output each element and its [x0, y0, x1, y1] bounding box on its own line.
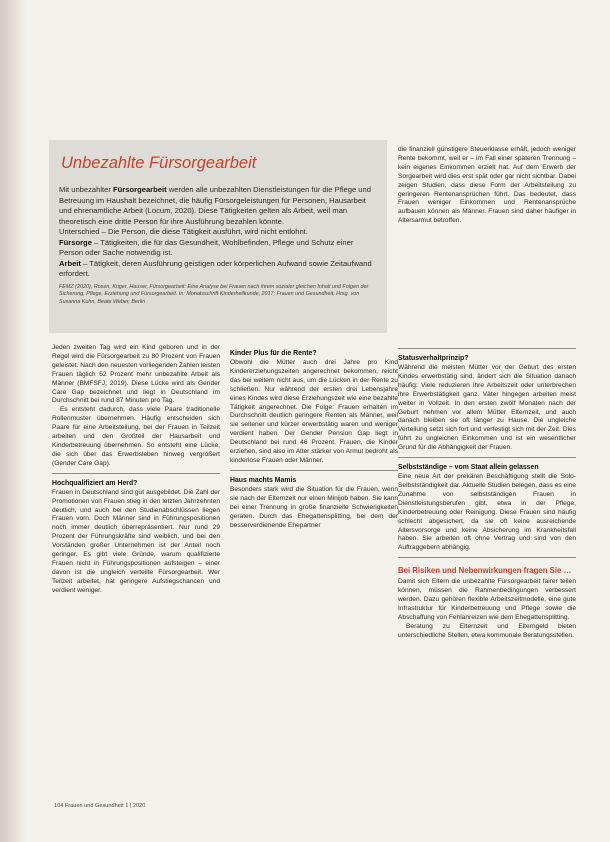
page-footer: 104 Frauen und Gesundheit 1 | 2020: [54, 803, 146, 809]
col3-paragraph-4: Beratung zu Elternzeit und Elterngeld bieten unterschiedliche Stellen, etwa kommunale Beratungsstellen.: [398, 622, 576, 639]
col2-paragraph-2: Besonders stark wird die Situation für die Frauen, wenn sie nach der Elternzeit nur einen Minijob haben. Sie kann bei einer Trennung in große finanzielle Schwierigkeiten geraten. Durch das Ehegattensplitting, bei dem der besserverdienende Ehepartner: [230, 485, 398, 529]
col3-heading-selbststaendige: Selbstständige – vom Staat allein gelassen: [398, 464, 539, 472]
box-intro-a: Mit unbezahlter: [59, 185, 114, 194]
right-column-top: [398, 146, 576, 226]
column-2: [230, 344, 398, 530]
col2-heading-mamis: Haus machts Mamis: [230, 476, 297, 484]
box-title: Unbezahlte Fürsorgearbeit: [61, 154, 257, 172]
col3-paragraph-1: Während die meisten Mütter vor der Geburt des ersten Kindes erwerbstätig sind, ändert sich die Situation danach häufig: Viele reduzieren ihre Arbeitszeit oder unterbrechen ihre Erwerbstätigkeit ganz. Väter hingegen arbeiten meist weiter in Vollzeit. In den ersten zwölf Monaten nach der Geburt nehmen vor allem Mütter Elternzeit, und auch danach bleiben sie oft länger zu Hause. Die ungleiche Verteilung setzt sich fort und verfestigt sich mit der Zeit. Dies führt zu ungleichen Einkommen und ist ein wesentlicher Grund für die Abhängigkeit der Frauen.: [398, 364, 576, 452]
col3-divider-2: [398, 457, 576, 458]
column-1: [52, 344, 220, 596]
col1-heading-hochqualifiziert: Hochqualifiziert am Herd?: [52, 479, 138, 487]
col3-divider-1: [398, 348, 576, 349]
col1-divider: [52, 473, 220, 474]
box-def-fuersorge-term: Fürsorge: [59, 237, 92, 247]
box-intro-b: werden alle unbezahlten Dienstleistungen für die Pflege und Betreuung im Haushalt bezeichnet, die häufig Fürsorgeleistungen für Personen, Hausarbeit und ehrenamtliche Arbeit (Locum, 2020). Diese Tätigkeiten gelten als Arbeit, weil man theoretisch eine dritte Person für ihre Ausführung bezahlen könnte.: [59, 185, 371, 226]
box-intro-c: Unterschied – Die Person, die diese Tätigkeit ausführt, wird nicht entlohnt.: [59, 227, 308, 236]
column-3: [398, 344, 576, 641]
box-intro-term: Fürsorgearbeit: [113, 185, 167, 194]
col3-paragraph-2: Eine neue Art der prekären Beschäftigung stellt die Solo-Selbstständigkeit dar. Aktuelle Studien belegen, dass es eine Zunahme von selbstständigen Frauen in Dienstleistungsberufen gibt, etwa in der Pflege, Kinderbetreuung oder Reinigung. Diese Frauen sind häufig schlecht abgesichert, da sie oft keine ausreichende Altersvorsorge und keine Absicherung im Krankheitsfall haben. Sie arbeiten oft ohne Vertrag und sind von den Auftraggebern abhängig.: [398, 473, 576, 552]
right-top-paragraph: die finanziell günstigere Steuerklasse erhält, jedoch weniger Rente bekommt, weil er – im Fall einer späteren Trennung – kein eigenes Einkommen erzielt hat. Auf dem Erwerb der Sorgearbeit wird dies erst spät oder gar nicht sichtbar. Dabei zeigen Studien, dass diese Form der Arbeitsteilung zu geringeren Rentenansprüchen führt. Das bedeutet, dass Frauen weniger Einkommen und Rentenansprüche aufbauen können als Männer. Frauen sind daher häufiger in Altersarmut betroffen.: [398, 146, 576, 225]
box-def-fuersorge-text: – Tätigkeiten, die für das Gesundheit, Wohlbefinden, Pflege und Schutz einer Person oder Sache notwendig ist.: [59, 237, 354, 257]
definition-box: [49, 140, 387, 333]
col1-paragraph-2: Es entsteht dadurch, dass viele Paare traditionelle Rollenmuster übernehmen. Häufig entscheiden sich Paare für eine Arbeitsteilung, bei der Frauen in Teilzeit arbeiten und den Großteil der Hausarbeit und Kinderbetreuung übernehmen. So entsteht eine Lücke, die sich über das Erwerbsleben hinweg vergrößert (Gender Care Gap).: [52, 406, 220, 467]
col3-divider-3: [398, 557, 576, 558]
page-gutter-shadow: [0, 0, 26, 842]
col2-heading-kinder-plus: Kinder Plus für die Rente?: [230, 350, 317, 357]
box-def-arbeit: [59, 259, 375, 280]
col1-paragraph-3: Frauen in Deutschland sind gut ausgebildet. Die Zahl der Promotionen von Frauen stieg in den letzten Jahrzehnten deutlich, und auch bei den Studienabschlüssen liegen Frauen vorn. Doch Männer sind in Führungspositionen noch immer deutlich überrepräsentiert. Nur rund 29 Prozent der Führungskräfte sind weiblich, und bei den Vorständen großer Unternehmen ist der Anteil noch geringer. Es gibt viele Gründe, warum qualifizierte Frauen nicht in Führungspositionen aufsteigen – einer davon ist die ungleich verteilte Fürsorgearbeit. Wer Teilzeit arbeitet, hat geringere Aufstiegschancen und verdient weniger.: [52, 488, 220, 594]
box-def-fuersorge: [59, 238, 375, 259]
col3-paragraph-3: Damit sich Eltern die unbezahlte Fürsorgearbeit fairer teilen können, müssen die Rahmenbedingungen verbessert werden. Dazu gehören flexible Arbeitszeitmodelle, eine gute Infrastruktur für Kinderbetreuung und Pflege sowie die Abschaffung von Fehlanreizen wie dem Ehegattensplitting.: [398, 578, 576, 621]
box-source: FEMZ (2020), Rosen, Kriger, Hauser, Fürsorgearbeit: Eine Analyse bei Frauen nach ihrem sozialer gleichen Inhalt und Folgen der Sicherung, Pflege, Erziehung und Fürsorgearbeit. In: Monatsschrift Kinderheilkunde, 2017; Frauen und Gesundheit, Hrsg. von Susanna Kuhn, Beate Weber, Berlin: [59, 283, 369, 305]
col1-paragraph-1: Jeden zweiten Tag wird ein Kind geboren und in der Regel wird die Fürsorgearbeit zu 80 Prozent von Frauen geleistet. Nach den neuesten vorliegenden Zahlen leisten Frauen täglich 52 Prozent mehr unbezahlte Arbeit als Männer (BMFSFJ, 2019). Diese Lücke wird als Gender Care Gap bezeichnet und liegt in Deutschland im Durchschnitt bei rund 87 Minuten pro Tag.: [52, 344, 220, 405]
box-def-arbeit-text: – Tätigkeit, deren Ausführung geistigen oder körperlichen Aufwand sowie Zeitaufwand erfordert.: [59, 258, 372, 278]
col2-divider: [230, 470, 398, 471]
box-intro: [59, 185, 375, 227]
box-def-arbeit-term: Arbeit: [59, 258, 81, 268]
col2-paragraph-1: Obwohl die Mütter auch drei Jahre pro Kind Kindererziehungszeiten angerechnet bekommen, reicht das bei weitem nicht aus, um die Lücken in der Rente zu schließen. Nur während der ersten drei Lebensjahre eines Kindes wird diese Erziehungszeit wie eine bezahlte Tätigkeit angerechnet. Die Folge: Frauen erhalten im Durchschnitt deutlich geringere Renten als Männer, weil sie seltener und kürzer erwerbstätig waren und weniger verdient haben. Der Gender Pension Gap liegt in Deutschland bei rund 46 Prozent. Frauen, die Kinder erziehen, sind also im Alter stärker von Armut bedroht als kinderlose Frauen oder Männer.: [230, 359, 398, 464]
col3-heading-status: Statusverhaltprinzip?: [398, 355, 469, 362]
col3-heading-risiken: Bei Risiken und Nebenwirkungen fragen Sie …: [398, 566, 572, 576]
